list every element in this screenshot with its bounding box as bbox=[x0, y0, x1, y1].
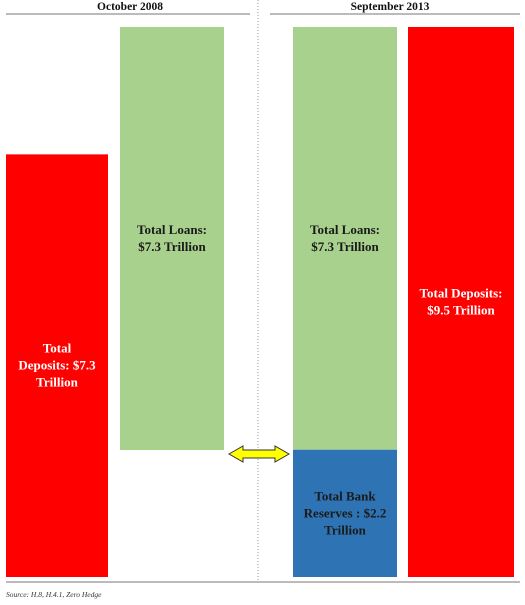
double-arrow-icon bbox=[229, 446, 289, 462]
bar-label-reserves-panel-1-line-1: Reserves : $2.2 bbox=[303, 505, 387, 521]
bar-label-deposits-panel-0-line-0: Total bbox=[42, 340, 72, 356]
panel-title-october-2008: October 2008 bbox=[97, 1, 163, 13]
bar-label-deposits-panel-0-line-1: Deposits: $7.3 bbox=[18, 357, 96, 373]
bar-label-reserves-panel-1-line-2: Trillion bbox=[324, 522, 366, 538]
arrow-layer bbox=[229, 446, 289, 462]
bar-label-loans-panel-1-line-1: $7.3 Trillion bbox=[311, 238, 379, 254]
bar-label-deposits-panel-1-line-1: $9.5 Trillion bbox=[427, 302, 495, 318]
bars-layer bbox=[6, 27, 514, 577]
bar-label-loans-panel-0-line-0: Total Loans: bbox=[137, 222, 207, 237]
source-note: Source: H.8, H.4.1, Zero Hedge bbox=[6, 590, 102, 599]
bar-label-deposits-panel-1-line-0: Total Deposits: bbox=[419, 285, 503, 301]
bar-label-reserves-panel-1-line-0: Total Bank bbox=[314, 488, 376, 504]
bar-label-loans-panel-0-line-1: $7.3 Trillion bbox=[138, 239, 206, 254]
bar-label-loans-panel-1-line-0: Total Loans: bbox=[310, 221, 380, 237]
bar-label-deposits-panel-0-line-2: Trillion bbox=[36, 374, 78, 390]
panel-title-september-2013: September 2013 bbox=[350, 1, 430, 13]
